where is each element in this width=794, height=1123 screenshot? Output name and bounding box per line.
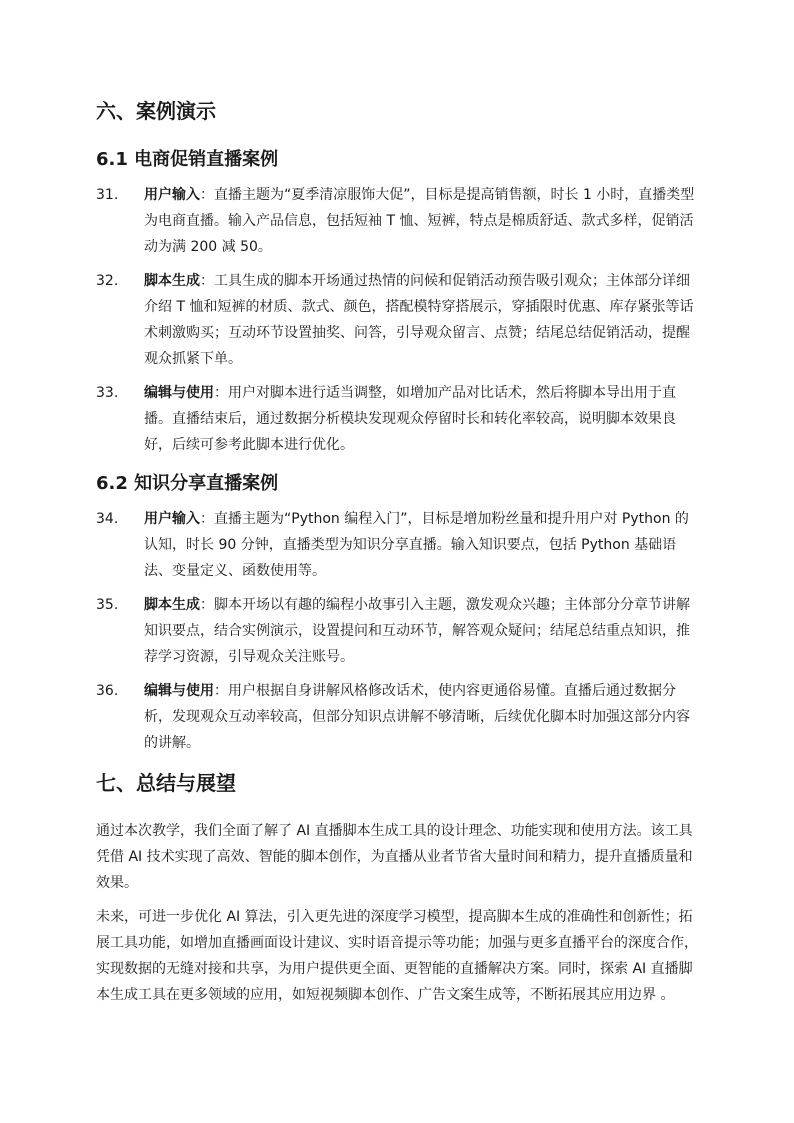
item-label: 脚本生成 [144, 273, 200, 289]
section-6-heading: 六、案例演示 [96, 99, 216, 123]
summary-paragraph: 通过本次教学，我们全面了解了 AI 直播脚本生成工具的设计理念、功能实现和使用方法。该工具凭借 AI 技术实现了高效、智能的脚本创作，为直播从业者节省大量时间和精力，提升直播质量和效果。 [96, 823, 693, 891]
list-item [96, 592, 700, 670]
item-text: ：用户对脚本进行适当调整，如增加产品对比话术，然后将脚本导出用于直播。直播结束后，通过数据分析模块发现观众停留时长和转化率较高，说明脚本效果良好，后续可参考此脚本进行优化。 [144, 385, 676, 453]
list-item [96, 182, 700, 260]
item-label: 脚本生成 [144, 597, 200, 613]
list-number: 34. [96, 511, 119, 527]
list-item [96, 506, 700, 584]
list-number: 36. [96, 683, 119, 699]
list-item [96, 268, 700, 372]
item-label: 用户输入 [144, 187, 200, 203]
item-text: ：直播主题为“夏季清凉服饰大促”，目标是提高销售额，时长 1 小时，直播类型为电商直播。输入产品信息，包括短袖 T 恤、短裤，特点是棉质舒适、款式多样，促销活动为满 200 减 50。 [144, 187, 695, 255]
item-label: 编辑与使用 [144, 385, 214, 401]
list-number: 31. [96, 187, 119, 203]
section-7-heading: 七、总结与展望 [96, 771, 236, 795]
case-2-list [96, 506, 700, 756]
item-text: ：直播主题为“Python 编程入门”，目标是增加粉丝量和提升用户对 Python 的认知，时长 90 分钟，直播类型为知识分享直播。输入知识要点，包括 Python 基础语法、变量定义、函数使用等。 [144, 511, 689, 579]
case-1-list [96, 182, 700, 458]
list-item [96, 380, 700, 458]
document-page [96, 96, 700, 1016]
list-number: 35. [96, 597, 119, 613]
item-label: 用户输入 [144, 511, 200, 527]
subsection-6-2-heading: 6.2 知识分享直播案例 [96, 473, 279, 494]
list-number: 32. [96, 273, 119, 289]
item-text: ：工具生成的脚本开场通过热情的问候和促销活动预告吸引观众；主体部分详细介绍 T 恤和短裤的材质、款式、颜色，搭配模特穿搭展示，穿插限时优惠、库存紧张等话术刺激购买；互动环节设置抽奖、问答，引导观众留言、点赞；结尾总结促销活动，提醒观众抓紧下单。 [144, 273, 694, 367]
outlook-paragraph: 未来，可进一步优化 AI 算法，引入更先进的深度学习模型，提高脚本生成的准确性和创新性；拓展工具功能，如增加直播画面设计建议、实时语音提示等功能；加强与更多直播平台的深度合作，实现数据的无缝对接和共享，为用户提供更全面、更智能的直播解决方案。同时，探索 AI 直播脚本生成工具在更多领域的应用，如短视频脚本创作、广告文案生成等，不断拓展其应用边界 。 [96, 909, 698, 1003]
subsection-6-1-heading: 6.1 电商促销直播案例 [96, 149, 279, 170]
item-label: 编辑与使用 [144, 683, 214, 699]
list-number: 33. [96, 385, 119, 401]
item-text: ：用户根据自身讲解风格修改话术，使内容更通俗易懂。直播后通过数据分析，发现观众互动率较高，但部分知识点讲解不够清晰，后续优化脚本时加强这部分内容的讲解。 [144, 683, 690, 751]
item-text: ：脚本开场以有趣的编程小故事引入主题，激发观众兴趣；主体部分分章节讲解知识要点，结合实例演示，设置提问和互动环节，解答观众疑问；结尾总结重点知识，推荐学习资源，引导观众关注账号。 [144, 597, 690, 665]
list-item [96, 678, 700, 756]
